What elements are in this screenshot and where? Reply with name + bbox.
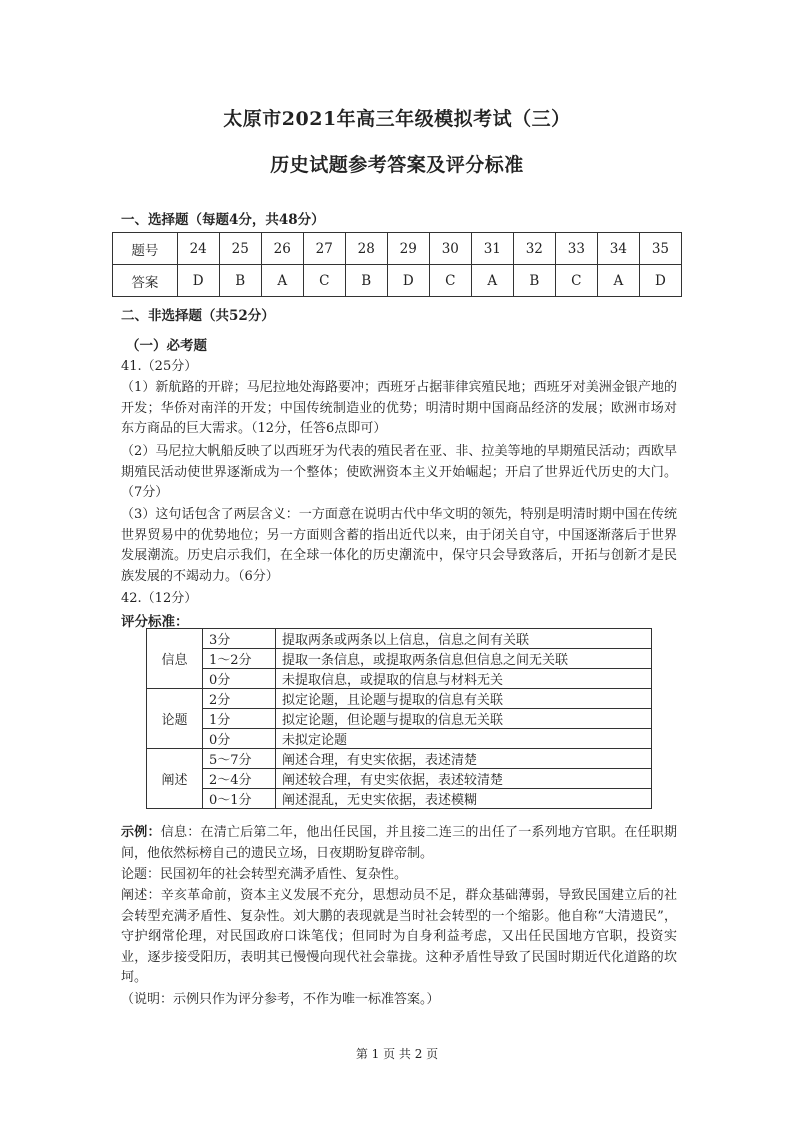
criteria-score: 1～2分 bbox=[203, 649, 276, 669]
example-info: 信息：在清亡后第二年，他出任民国，并且接二连三的出任了一系列地方官职。在任职期间，他依然标榜自己的遗民立场，日夜期盼复辟帝制。 bbox=[121, 825, 677, 861]
example-thesis: 论题：民国初年的社会转型充满矛盾性、复杂性。 bbox=[121, 867, 408, 882]
criteria-category: 信息 bbox=[147, 629, 203, 689]
answer-cell: B bbox=[219, 265, 261, 297]
question-number: 28 bbox=[345, 233, 387, 265]
criteria-description: 未提取信息，或提取的信息与材料无关 bbox=[276, 669, 652, 689]
q41-answer-1: （1）新航路的开辟；马尼拉地处海路要冲；西班牙占据菲律宾殖民地；西班牙对美洲金银产地的开发；华侨对南洋的开发；中国传统制造业的优势；明清时期中国商品经济的发展；欧洲市场对东方商品的巨大需求。（12分，任答6点即可） bbox=[121, 380, 677, 437]
criteria-score: 0分 bbox=[203, 669, 276, 689]
criteria-description: 未拟定论题 bbox=[276, 729, 652, 749]
q42-label: 42.（12分） bbox=[121, 591, 198, 606]
answer-cell: A bbox=[471, 265, 513, 297]
example-elaboration: 阐述：辛亥革命前，资本主义发展不充分，思想动员不足，群众基础薄弱，导致民国建立后的社会转型充满矛盾性、复杂性。刘大鹏的表现就是当时社会转型的一个缩影。他自称“大清遗民”，守护纲常伦理，对民国政府口诛笔伐；但同时为自身利益考虑，又出任民国地方官职，投资实业，逐步接受阳历，表明其已慢慢向现代社会靠拢。这种矛盾性导致了民国时期近代化道路的坎坷。 bbox=[121, 888, 677, 986]
criteria-score: 1分 bbox=[203, 709, 276, 729]
example-label: 示例： bbox=[121, 825, 161, 840]
section2-heading: 二、非选择题（共52分） bbox=[121, 308, 275, 324]
example-block bbox=[121, 823, 677, 864]
answer-cell: C bbox=[429, 265, 471, 297]
question-number: 31 bbox=[471, 233, 513, 265]
criteria-description: 拟定论题，且论题与提取的信息有关联 bbox=[276, 689, 652, 709]
table-row bbox=[147, 649, 652, 669]
table-row bbox=[147, 709, 652, 729]
answer-row bbox=[113, 265, 682, 297]
criteria-description: 阐述合理，有史实依据，表述清楚 bbox=[276, 749, 652, 769]
section1-heading: 一、选择题（每题4分，共48分） bbox=[121, 212, 325, 228]
criteria-description: 提取一条信息，或提取两条信息但信息之间无关联 bbox=[276, 649, 652, 669]
question-number: 35 bbox=[639, 233, 681, 265]
row-label: 题号 bbox=[113, 233, 178, 265]
answer-cell: D bbox=[387, 265, 429, 297]
question-number: 32 bbox=[513, 233, 555, 265]
page-subtitle: 历史试题参考答案及评分标准 bbox=[270, 154, 524, 176]
question-number: 33 bbox=[555, 233, 597, 265]
table-row bbox=[147, 669, 652, 689]
table-row bbox=[147, 689, 652, 709]
q41-answer-3: （3）这句话包含了两层含义：一方面意在说明古代中华文明的领先，特别是明清时期中国在传统世界贸易中的优势地位；另一方面则含蓄的指出近代以来，由于闭关自守，中国逐渐落后于世界发展潮流。历史启示我们，在全球一体化的历史潮流中，保守只会导致落后，开拓与创新才是民族发展的不竭动力。（6分） bbox=[121, 507, 677, 584]
q41-label: 41.（25分） bbox=[121, 359, 198, 374]
page-title: 太原市2021年高三年级模拟考试（三） bbox=[223, 108, 571, 130]
answer-cell: B bbox=[513, 265, 555, 297]
row-label: 答案 bbox=[113, 265, 178, 297]
q41-answer-2: （2）马尼拉大帆船反映了以西班牙为代表的殖民者在亚、非、拉美等地的早期殖民活动；西欧早期殖民活动使世界逐渐成为一个整体；使欧洲资本主义开始崛起；开启了世界近代历史的大门。（7分） bbox=[121, 444, 677, 501]
answer-cell: C bbox=[555, 265, 597, 297]
answer-table bbox=[112, 232, 682, 297]
answer-cell: D bbox=[177, 265, 219, 297]
question-number: 29 bbox=[387, 233, 429, 265]
page-footer: 第 1 页 共 2 页 bbox=[355, 1047, 439, 1061]
criteria-description: 提取两条或两条以上信息，信息之间有关联 bbox=[276, 629, 652, 649]
criteria-score: 0分 bbox=[203, 729, 276, 749]
example-note: （说明：示例只作为评分参考，不作为唯一标准答案。） bbox=[121, 992, 440, 1007]
table-row bbox=[147, 769, 652, 789]
answer-cell: B bbox=[345, 265, 387, 297]
criteria-score: 0～1分 bbox=[203, 789, 276, 809]
table-row bbox=[147, 629, 652, 649]
question-number-row bbox=[113, 233, 682, 265]
question-number: 34 bbox=[597, 233, 639, 265]
answer-cell: A bbox=[261, 265, 303, 297]
question-number: 27 bbox=[303, 233, 345, 265]
criteria-description: 阐述较合理，有史实依据，表述较清楚 bbox=[276, 769, 652, 789]
answer-cell: C bbox=[303, 265, 345, 297]
criteria-heading: 评分标准： bbox=[121, 614, 189, 630]
criteria-score: 5～7分 bbox=[203, 749, 276, 769]
scoring-criteria-table bbox=[146, 628, 652, 809]
answer-cell: D bbox=[639, 265, 681, 297]
criteria-category: 论题 bbox=[147, 689, 203, 749]
table-row bbox=[147, 749, 652, 769]
criteria-score: 2～4分 bbox=[203, 769, 276, 789]
criteria-score: 3分 bbox=[203, 629, 276, 649]
criteria-description: 阐述混乱，无史实依据，表述模糊 bbox=[276, 789, 652, 809]
criteria-score: 2分 bbox=[203, 689, 276, 709]
answer-cell: A bbox=[597, 265, 639, 297]
section2-subheading: （一）必考题 bbox=[126, 338, 207, 354]
criteria-category: 阐述 bbox=[147, 749, 203, 809]
question-number: 26 bbox=[261, 233, 303, 265]
table-row bbox=[147, 729, 652, 749]
table-row bbox=[147, 789, 652, 809]
question-number: 30 bbox=[429, 233, 471, 265]
criteria-description: 拟定论题，但论题与提取的信息无关联 bbox=[276, 709, 652, 729]
question-number: 25 bbox=[219, 233, 261, 265]
question-number: 24 bbox=[177, 233, 219, 265]
